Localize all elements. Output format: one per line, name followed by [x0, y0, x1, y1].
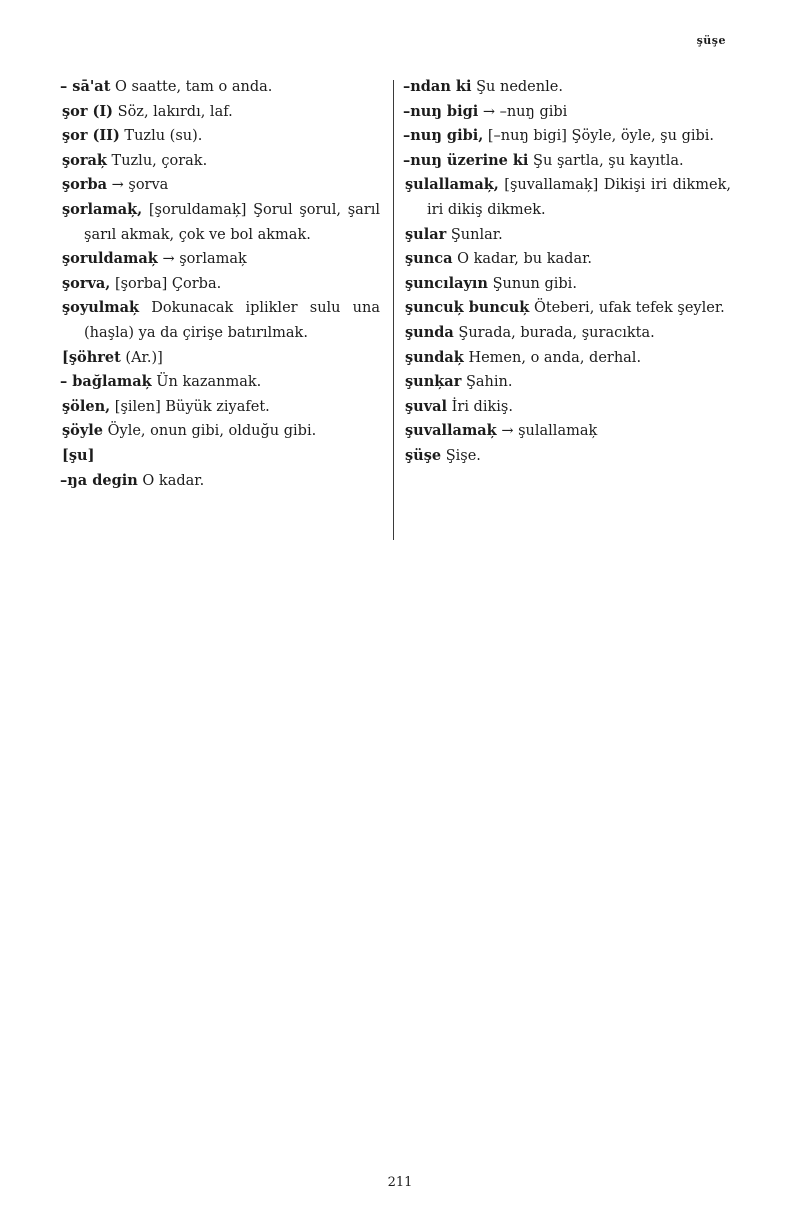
- entry-headword: –ŋa degin: [60, 471, 138, 489]
- dictionary-entry: [405, 346, 731, 371]
- column-divider: [393, 80, 394, 540]
- entry-definition: Ün kazanmak.: [151, 374, 262, 391]
- dictionary-entry: [62, 198, 380, 247]
- dictionary-entry: [405, 370, 731, 395]
- dictionary-entry: [405, 272, 731, 297]
- entry-headword: –nuŋ gibi,: [403, 127, 484, 145]
- entry-definition: O saatte, tam o anda.: [110, 79, 273, 95]
- entry-headword: şunķar: [405, 373, 462, 391]
- entry-definition: → şorva: [107, 177, 169, 194]
- entry-definition: Tuzlu (su).: [119, 128, 203, 145]
- entry-definition: Tuzlu, çorak.: [106, 152, 208, 169]
- entry-definition: → –nuŋ gibi: [478, 103, 568, 120]
- dictionary-entry: [62, 469, 380, 494]
- dictionary-entry: [405, 223, 731, 248]
- dictionary-entry: [405, 173, 731, 222]
- entry-headword: şor (II): [62, 127, 120, 145]
- dictionary-entry: [62, 124, 380, 149]
- running-head: şüşe: [696, 34, 726, 47]
- dictionary-entry: [62, 395, 380, 420]
- dictionary-entry: [405, 296, 731, 321]
- entry-definition: [şuvallamaķ] Dikişi iri dikmek, iri dikiş dikmek.: [427, 177, 731, 218]
- entry-definition: Şu nedenle.: [471, 79, 563, 95]
- entry-headword: –nuŋ üzerine ki: [403, 151, 529, 169]
- dictionary-entry: [62, 247, 380, 272]
- dictionary-entry: [62, 370, 380, 395]
- dictionary-entry: [405, 419, 731, 444]
- entry-headword: şoruldamaķ: [62, 250, 158, 268]
- entry-definition: Şişe.: [441, 447, 481, 464]
- page-number: 211: [387, 1175, 413, 1190]
- entry-definition: Şunlar.: [446, 226, 503, 243]
- dictionary-entry: [405, 149, 731, 174]
- entry-headword: şöyle: [62, 422, 103, 440]
- entry-definition: [şilen] Büyük ziyafet.: [110, 398, 270, 415]
- entry-headword: [şöhret: [62, 348, 121, 366]
- entry-headword: şor (I): [62, 102, 114, 120]
- entry-definition: → şorlamaķ: [157, 251, 247, 268]
- entry-headword: [şu]: [62, 446, 95, 464]
- dictionary-entry: [62, 419, 380, 444]
- entry-definition: Öteberi, ufak tefek şeyler.: [529, 300, 725, 317]
- dictionary-entry: [405, 321, 731, 346]
- dictionary-entry: [405, 395, 731, 420]
- entry-headword: şorba: [62, 176, 108, 194]
- dictionary-entry: [405, 247, 731, 272]
- entry-definition: Şurada, burada, şuracıkta.: [453, 324, 655, 341]
- entry-definition: [şoruldamaķ] Şorul şorul, şarıl şarıl akmak, çok ve bol akmak.: [84, 201, 380, 243]
- dictionary-entry: [62, 296, 380, 345]
- entry-definition: → şulallamaķ: [496, 423, 598, 440]
- entry-definition: [şorba] Çorba.: [110, 275, 222, 292]
- dictionary-entry: [62, 444, 380, 469]
- entry-headword: şoyulmaķ: [62, 299, 140, 317]
- entry-headword: şunca: [405, 250, 453, 268]
- dictionary-entry: [405, 124, 731, 149]
- dictionary-entry: [405, 75, 731, 100]
- entry-definition: Söz, lakırdı, laf.: [113, 103, 233, 120]
- entry-headword: şoraķ: [62, 151, 107, 169]
- entry-headword: –nuŋ bigi: [403, 102, 479, 120]
- dictionary-entry: [62, 173, 380, 198]
- dictionary-entry: [405, 444, 731, 469]
- entry-definition: Şahin.: [461, 374, 513, 391]
- dictionary-column-left: [62, 75, 380, 493]
- entry-definition: İri dikiş.: [447, 398, 513, 415]
- entry-headword: şuval: [405, 397, 448, 415]
- entry-headword: şüşe: [405, 446, 442, 464]
- dictionary-entry: [62, 149, 380, 174]
- dictionary-entry: [405, 100, 731, 125]
- entry-definition: Şunun gibi.: [487, 275, 577, 292]
- entry-headword: – bağlamaķ: [60, 373, 152, 391]
- entry-definition: Öyle, onun gibi, olduğu gibi.: [103, 423, 317, 440]
- entry-headword: şorva,: [62, 274, 111, 292]
- entry-headword: –ndan ki: [403, 78, 472, 95]
- entry-definition: (Ar.)]: [120, 349, 163, 366]
- entry-definition: O kadar.: [137, 472, 205, 489]
- entry-headword: – sā'at: [60, 78, 111, 95]
- dictionary-column-right: [405, 75, 731, 469]
- entry-headword: şular: [405, 225, 447, 243]
- entry-definition: Dokunacak iplikler sulu una (haşla) ya da çirişe batırılmak.: [84, 300, 380, 341]
- dictionary-entry: [62, 75, 380, 100]
- entry-headword: şuncılayın: [405, 274, 488, 292]
- entry-headword: şorlamaķ,: [62, 200, 143, 218]
- entry-headword: şunda: [405, 323, 454, 341]
- dictionary-entry: [62, 346, 380, 371]
- entry-definition: O kadar, bu kadar.: [452, 251, 593, 268]
- entry-headword: şulallamaķ,: [405, 176, 499, 194]
- entry-headword: şölen,: [62, 397, 111, 415]
- entry-definition: Şu şartla, şu kayıtla.: [528, 152, 684, 169]
- entry-definition: Hemen, o anda, derhal.: [463, 349, 642, 366]
- dictionary-entry: [62, 272, 380, 297]
- entry-headword: şuvallamaķ: [405, 422, 497, 440]
- dictionary-entry: [62, 100, 380, 125]
- entry-headword: şundaķ: [405, 348, 464, 366]
- entry-definition: [–nuŋ bigi] Şöyle, öyle, şu gibi.: [483, 128, 715, 145]
- entry-headword: şuncuķ buncuķ: [405, 299, 530, 317]
